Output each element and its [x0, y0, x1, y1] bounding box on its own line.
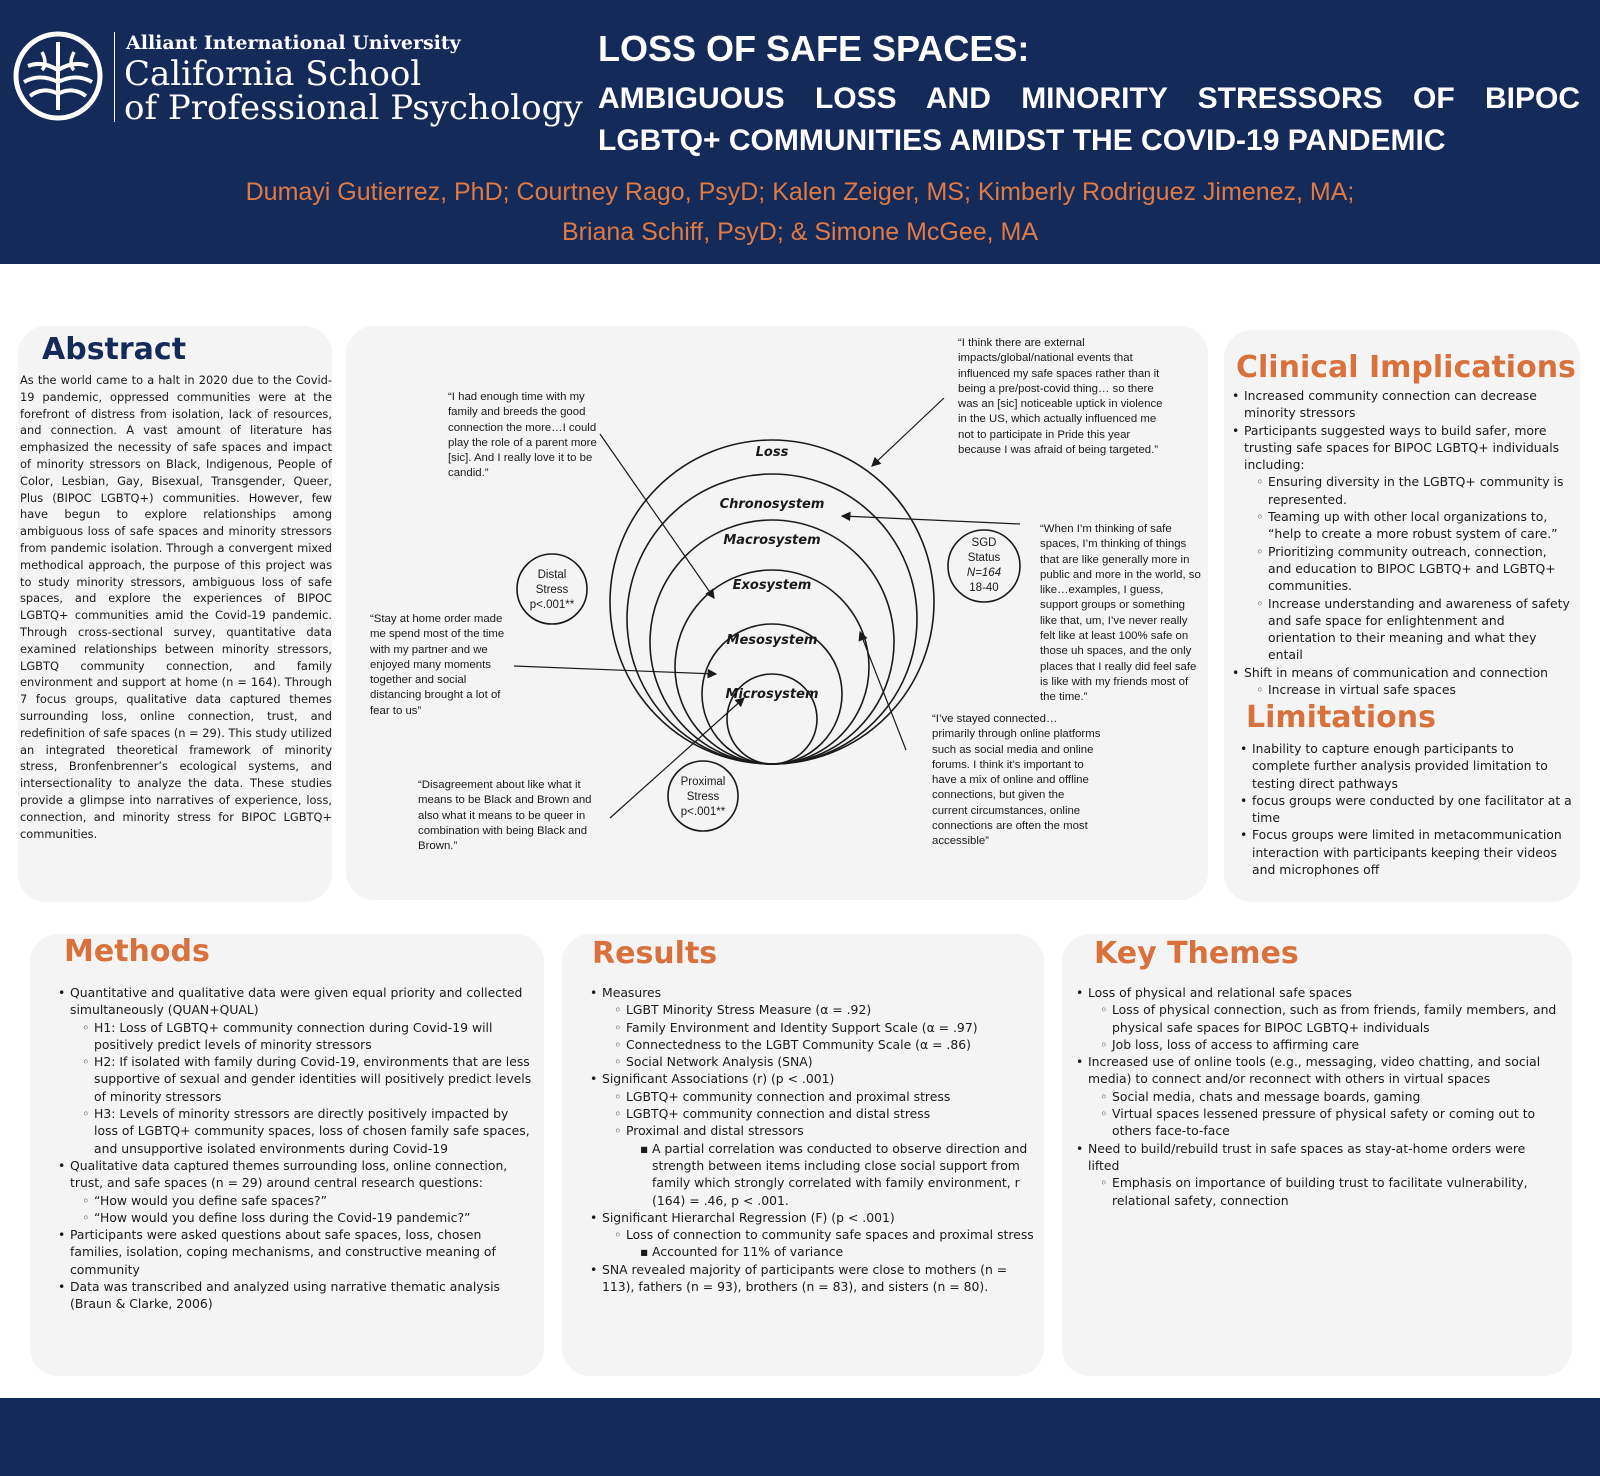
hypothesis-item: ◦ H2: If isolated with family during Covid-19, environments that are less supportive of sexual and gender identities will positively predict levels of minority stressors	[82, 1053, 536, 1105]
arrow-external-quote	[872, 398, 944, 466]
measure-item: ◦ LGBT Minority Stress Measure (α = .92)	[614, 1001, 1036, 1018]
theme-item: • Loss of physical and relational safe spaces ◦ Loss of physical connection, such as from friends, family members, and physical safe spaces for BIPOC LGBTQ+ individuals ◦ Job loss, loss of access to affirming care	[1076, 984, 1558, 1053]
sgd-label-4: 18-40	[969, 582, 999, 594]
university-name: Alliant International University	[126, 32, 461, 54]
theme-subitem: ◦ Emphasis on importance of building trust to facilitate vulnerability, relational safety, connection	[1100, 1174, 1558, 1209]
regression-item: ◦ Loss of connection to community safe spaces and proximal stress ▪ Accounted for 11% of variance	[614, 1226, 1036, 1261]
limitations-list	[1240, 740, 1572, 878]
results-item: • Measures ◦ LGBT Minority Stress Measure (α = .92) ◦ Family Environment and Identity Support Scale (α = .97) ◦ Connectedness to the LGBT Community Scale (α = .86) ◦ Social Network Analysis (SNA)	[590, 984, 1036, 1070]
ecological-systems-diagram	[346, 326, 1208, 900]
proximal-label-2: Stress	[686, 791, 720, 803]
research-question: ◦ “How would you define safe spaces?”	[82, 1192, 536, 1209]
poster-title: LOSS OF SAFE SPACES:	[598, 28, 1030, 69]
school-name-line2: of Professional Psychology	[124, 88, 583, 128]
arrow-safe-spaces-quote	[842, 516, 1020, 524]
sgd-label-3: N=164	[966, 567, 1002, 579]
authors-line2: Briana Schiff, PsyD; & Simone McGee, MA	[561, 218, 1039, 246]
measure-item: ◦ Family Environment and Identity Support Scale (α = .97)	[614, 1019, 1036, 1036]
clinical-subitem: ◦ Increase understanding and awareness of safety and safe space for enlightenment and orientation to their meaning and what they entail	[1256, 595, 1572, 664]
theme-item: • Increased use of online tools (e.g., messaging, video chatting, and social media) to connect and/or reconnect with others in virtual spaces ◦ Social media, chats and message boards, gaming ◦ Virtual spaces lessened pressure of physical safety or coming out to others face-to-face	[1076, 1053, 1558, 1139]
association-item: ◦ Proximal and distal stressors ▪ A partial correlation was conducted to observe direction and strength between items including close social support from family which strongly correlated with family environment, r (164) = .46, p < .001.	[614, 1122, 1036, 1208]
logo-divider	[114, 32, 115, 122]
quote-disagreement: “Disagreement about like what it means to be Black and Brown and also what it means to be queer in combination with being Black and Brown.”	[418, 779, 592, 853]
hypothesis-item: ◦ H3: Levels of minority stressors are directly positively impacted by loss of LGBTQ+ community spaces, loss of chosen family safe spaces, and unsupportive isolated environments during Covid-19	[82, 1105, 536, 1157]
clinical-item: • Shift in means of communication and connection ◦ Increase in virtual safe spaces	[1232, 664, 1572, 699]
methods-item: • Participants were asked questions about safe spaces, loss, chosen families, isolation, coping mechanisms, and constructive meaning of community	[58, 1226, 536, 1278]
university-seal-icon	[12, 30, 104, 122]
methods-item: • Qualitative data captured themes surrounding loss, online connection, trust, and safe spaces (n = 29) around central research questions: ◦ “How would you define safe spaces?” ◦ “How would you define loss during the Covid-19 pandemic?”	[58, 1157, 536, 1226]
theme-item: • Need to build/rebuild trust in safe spaces as stay-at-home orders were lifted ◦ Emphasis on importance of building trust to facilitate vulnerability, relational safety, connection	[1076, 1140, 1558, 1209]
limitation-item: • focus groups were conducted by one facilitator at a time	[1240, 792, 1572, 827]
clinical-list	[1232, 387, 1572, 698]
association-item: ◦ LGBTQ+ community connection and proximal stress	[614, 1088, 1036, 1105]
clinical-heading: Clinical Implications	[1236, 350, 1576, 385]
authors-line1: Dumayi Gutierrez, PhD; Courtney Rago, PsyD; Kalen Zeiger, MS; Kimberly Rodriguez Jimenez, MA;	[245, 178, 1355, 206]
methods-list	[58, 984, 536, 1313]
label-macrosystem: Macrosystem	[723, 533, 821, 548]
measure-item: ◦ Connectedness to the LGBT Community Scale (α = .86)	[614, 1036, 1036, 1053]
label-loss: Loss	[755, 445, 789, 460]
school-name-line1: California School	[124, 54, 422, 94]
abstract-text: As the world came to a halt in 2020 due to the Covid-19 pandemic, oppressed communities were at the forefront of distress from isolation, lack of resources, and connection. A vast amount of literature has emphasized the necessity of safe spaces and impact of minority stressors on Black, Indigenous, People of Color, Lesbian, Gay, Bisexual, Transgender, Queer, Plus (BIPOC LGBTQ+) communities. However, few have begun to explore relationships among ambiguous loss of safe spaces and minority stressors from pandemic isolation. Through a convergent mixed methodical approach, the purpose of this project was to study minority stressors, ambiguous loss of safe spaces, and explore the experiences of BIPOC LGBTQ+ communities amid the Covid-19 pandemic. Through cross-sectional survey, quantitative data examined relationships between minority stressors, LGBTQ community connection, and family environment and support at home (n = 164). Through 7 focus groups, qualitative data captured themes surrounding loss, online connection, trust, and redefinition of safe spaces (n = 29). This study utilized an integrated theoretical framework of minority stress, Bronfenbrenner’s ecological systems, and intersectionality to analyze the data. These studies provide a glimpse into narratives of experience, loss, connection, and minority stress for BIPOC LGBTQ+ communities.	[20, 373, 332, 841]
arrow-connected-quote	[860, 632, 906, 750]
limitations-heading: Limitations	[1246, 700, 1436, 735]
clinical-subitem: ◦ Teaming up with other local organizations to, “help to create a more robust system of care.”	[1256, 508, 1572, 543]
poster-header	[0, 0, 1600, 264]
sgd-label-2: Status	[967, 552, 1001, 564]
quote-connected: “I’ve stayed connected… primarily through online platforms such as social media and online forums. I think it’s important to have a mix of online and offline connections, but given the current circumstances, online connections are often the most accessible”	[932, 713, 1101, 848]
regression-detail: ▪ Accounted for 11% of variance	[640, 1243, 1036, 1260]
clinical-item: • Participants suggested ways to build safer, more trusting safe spaces for BIPOC LGBTQ+ individuals including: ◦ Ensuring diversity in the LGBTQ+ community is represented. ◦ Teaming up with other local organizations to, “help to create a more robust system of care.” ◦ Prioritizing community outreach, connection, and education to BIPOC LGBTQ+ and LGBTQ+ communities. ◦ Increase understanding and awareness of safety and safe space for enlightenment and orientation to their meaning and what they entail	[1232, 422, 1572, 664]
methods-item: • Quantitative and qualitative data were given equal priority and collected simultaneously (QUAN+QUAL) ◦ H1: Loss of LGBTQ+ community connection during Covid-19 will positively predict levels of minority stressors ◦ H2: If isolated with family during Covid-19, environments that are less supportive of sexual and gender identities will positively predict levels of minority stressors ◦ H3: Levels of minority stressors are directly positively impacted by loss of LGBTQ+ community spaces, loss of chosen family safe spaces, and unsupportive isolated environments during Covid-19	[58, 984, 536, 1157]
results-item: • Significant Hierarchal Regression (F) (p < .001) ◦ Loss of connection to community safe spaces and proximal stress ▪ Accounted for 11% of variance	[590, 1209, 1036, 1261]
results-list	[590, 984, 1036, 1295]
theme-subitem: ◦ Loss of physical connection, such as from friends, family members, and physical safe spaces for BIPOC LGBTQ+ individuals	[1100, 1001, 1558, 1036]
quote-safe-spaces: “When I’m thinking of safe spaces, I’m thinking of things that are like generally more in public and more in the world, so like…examples, I guess, support groups or something like that, um, I’ve never really felt like at least 100% safe on those uh spaces, and the only places that I really did feel safe is like with my friends most of the time.”	[1040, 523, 1201, 704]
quote-family: “I had enough time with my family and breeds the good connection the more…I could play the role of a parent more [sic]. And I really love it to be candid.”	[448, 391, 597, 480]
poster-subtitle-line2: LGBTQ+ COMMUNITIES AMIDST THE COVID-19 PANDEMIC	[598, 124, 1446, 157]
themes-heading: Key Themes	[1094, 936, 1299, 971]
association-item: ◦ LGBTQ+ community connection and distal stress	[614, 1105, 1036, 1122]
quote-stay-home: “Stay at home order made me spend most of the time with my partner and we enjoyed many moments together and social distancing brought a lot of fear to us”	[370, 613, 505, 717]
sgd-label-1: SGD	[971, 537, 997, 549]
results-heading: Results	[592, 936, 718, 971]
clinical-subitem: ◦ Prioritizing community outreach, connection, and education to BIPOC LGBTQ+ and LGBTQ+ communities.	[1256, 543, 1572, 595]
distal-label-1: Distal	[537, 569, 567, 581]
results-item: • Significant Associations (r) (p < .001) ◦ LGBTQ+ community connection and proximal stress ◦ LGBTQ+ community connection and distal stress ◦ Proximal and distal stressors ▪ A partial correlation was conducted to observe direction and strength between items including close social support from family which strongly correlated with family environment, r (164) = .46, p < .001.	[590, 1070, 1036, 1208]
clinical-subitem: ◦ Ensuring diversity in the LGBTQ+ community is represented.	[1256, 473, 1572, 508]
label-microsystem: Microsystem	[725, 687, 819, 702]
theme-subitem: ◦ Virtual spaces lessened pressure of physical safety or coming out to others face-to-face	[1100, 1105, 1558, 1140]
hypothesis-item: ◦ H1: Loss of LGBTQ+ community connection during Covid-19 will positively predict levels of minority stressors	[82, 1019, 536, 1054]
poster-footer	[0, 1398, 1600, 1476]
methods-item: • Data was transcribed and analyzed using narrative thematic analysis (Braun & Clarke, 2006)	[58, 1278, 536, 1313]
clinical-subitem: ◦ Increase in virtual safe spaces	[1256, 681, 1572, 698]
proximal-label-3: p<.001**	[680, 806, 726, 818]
theme-subitem: ◦ Social media, chats and message boards, gaming	[1100, 1088, 1558, 1105]
themes-list	[1076, 984, 1558, 1209]
methods-heading: Methods	[64, 934, 210, 969]
measure-item: ◦ Social Network Analysis (SNA)	[614, 1053, 1036, 1070]
distal-label-2: Stress	[535, 584, 569, 596]
limitation-item: • Inability to capture enough participants to complete further analysis provided limitation to testing direct pathways	[1240, 740, 1572, 792]
proximal-label-1: Proximal	[680, 776, 726, 788]
limitation-item: • Focus groups were limited in metacommunication interaction with participants keeping their videos and microphones off	[1240, 826, 1572, 878]
ring-exosystem	[675, 570, 869, 764]
arrow-disagreement-quote	[610, 698, 744, 818]
abstract-heading: Abstract	[42, 332, 187, 367]
clinical-item: • Increased community connection can decrease minority stressors	[1232, 387, 1572, 422]
label-chronosystem: Chronosystem	[719, 497, 825, 512]
theme-subitem: ◦ Job loss, loss of access to affirming care	[1100, 1036, 1558, 1053]
quote-external: “I think there are external impacts/global/national events that influenced my safe spaces rather than it being a pre/post-covid thing… so there was an [sic] noticeable uptick in violence in the US, which actually influenced me not to participate in Pride this year because I was afraid of being targeted.”	[958, 337, 1163, 457]
ring-loss	[610, 440, 934, 764]
label-mesosystem: Mesosystem	[726, 633, 818, 648]
association-detail: ▪ A partial correlation was conducted to observe direction and strength between items including close social support from family which strongly correlated with family environment, r (164) = .46, p < .001.	[640, 1140, 1036, 1209]
research-question: ◦ “How would you define loss during the Covid-19 pandemic?”	[82, 1209, 536, 1226]
poster-subtitle-line1: AMBIGUOUS LOSS AND MINORITY STRESSORS OF BIPOC	[598, 82, 1580, 115]
label-exosystem: Exosystem	[732, 578, 812, 593]
distal-label-3: p<.001**	[529, 599, 575, 611]
arrow-stay-home-quote	[514, 666, 716, 674]
results-item: • SNA revealed majority of participants were close to mothers (n = 113), fathers (n = 93), brothers (n = 83), and sisters (n = 80).	[590, 1261, 1036, 1296]
